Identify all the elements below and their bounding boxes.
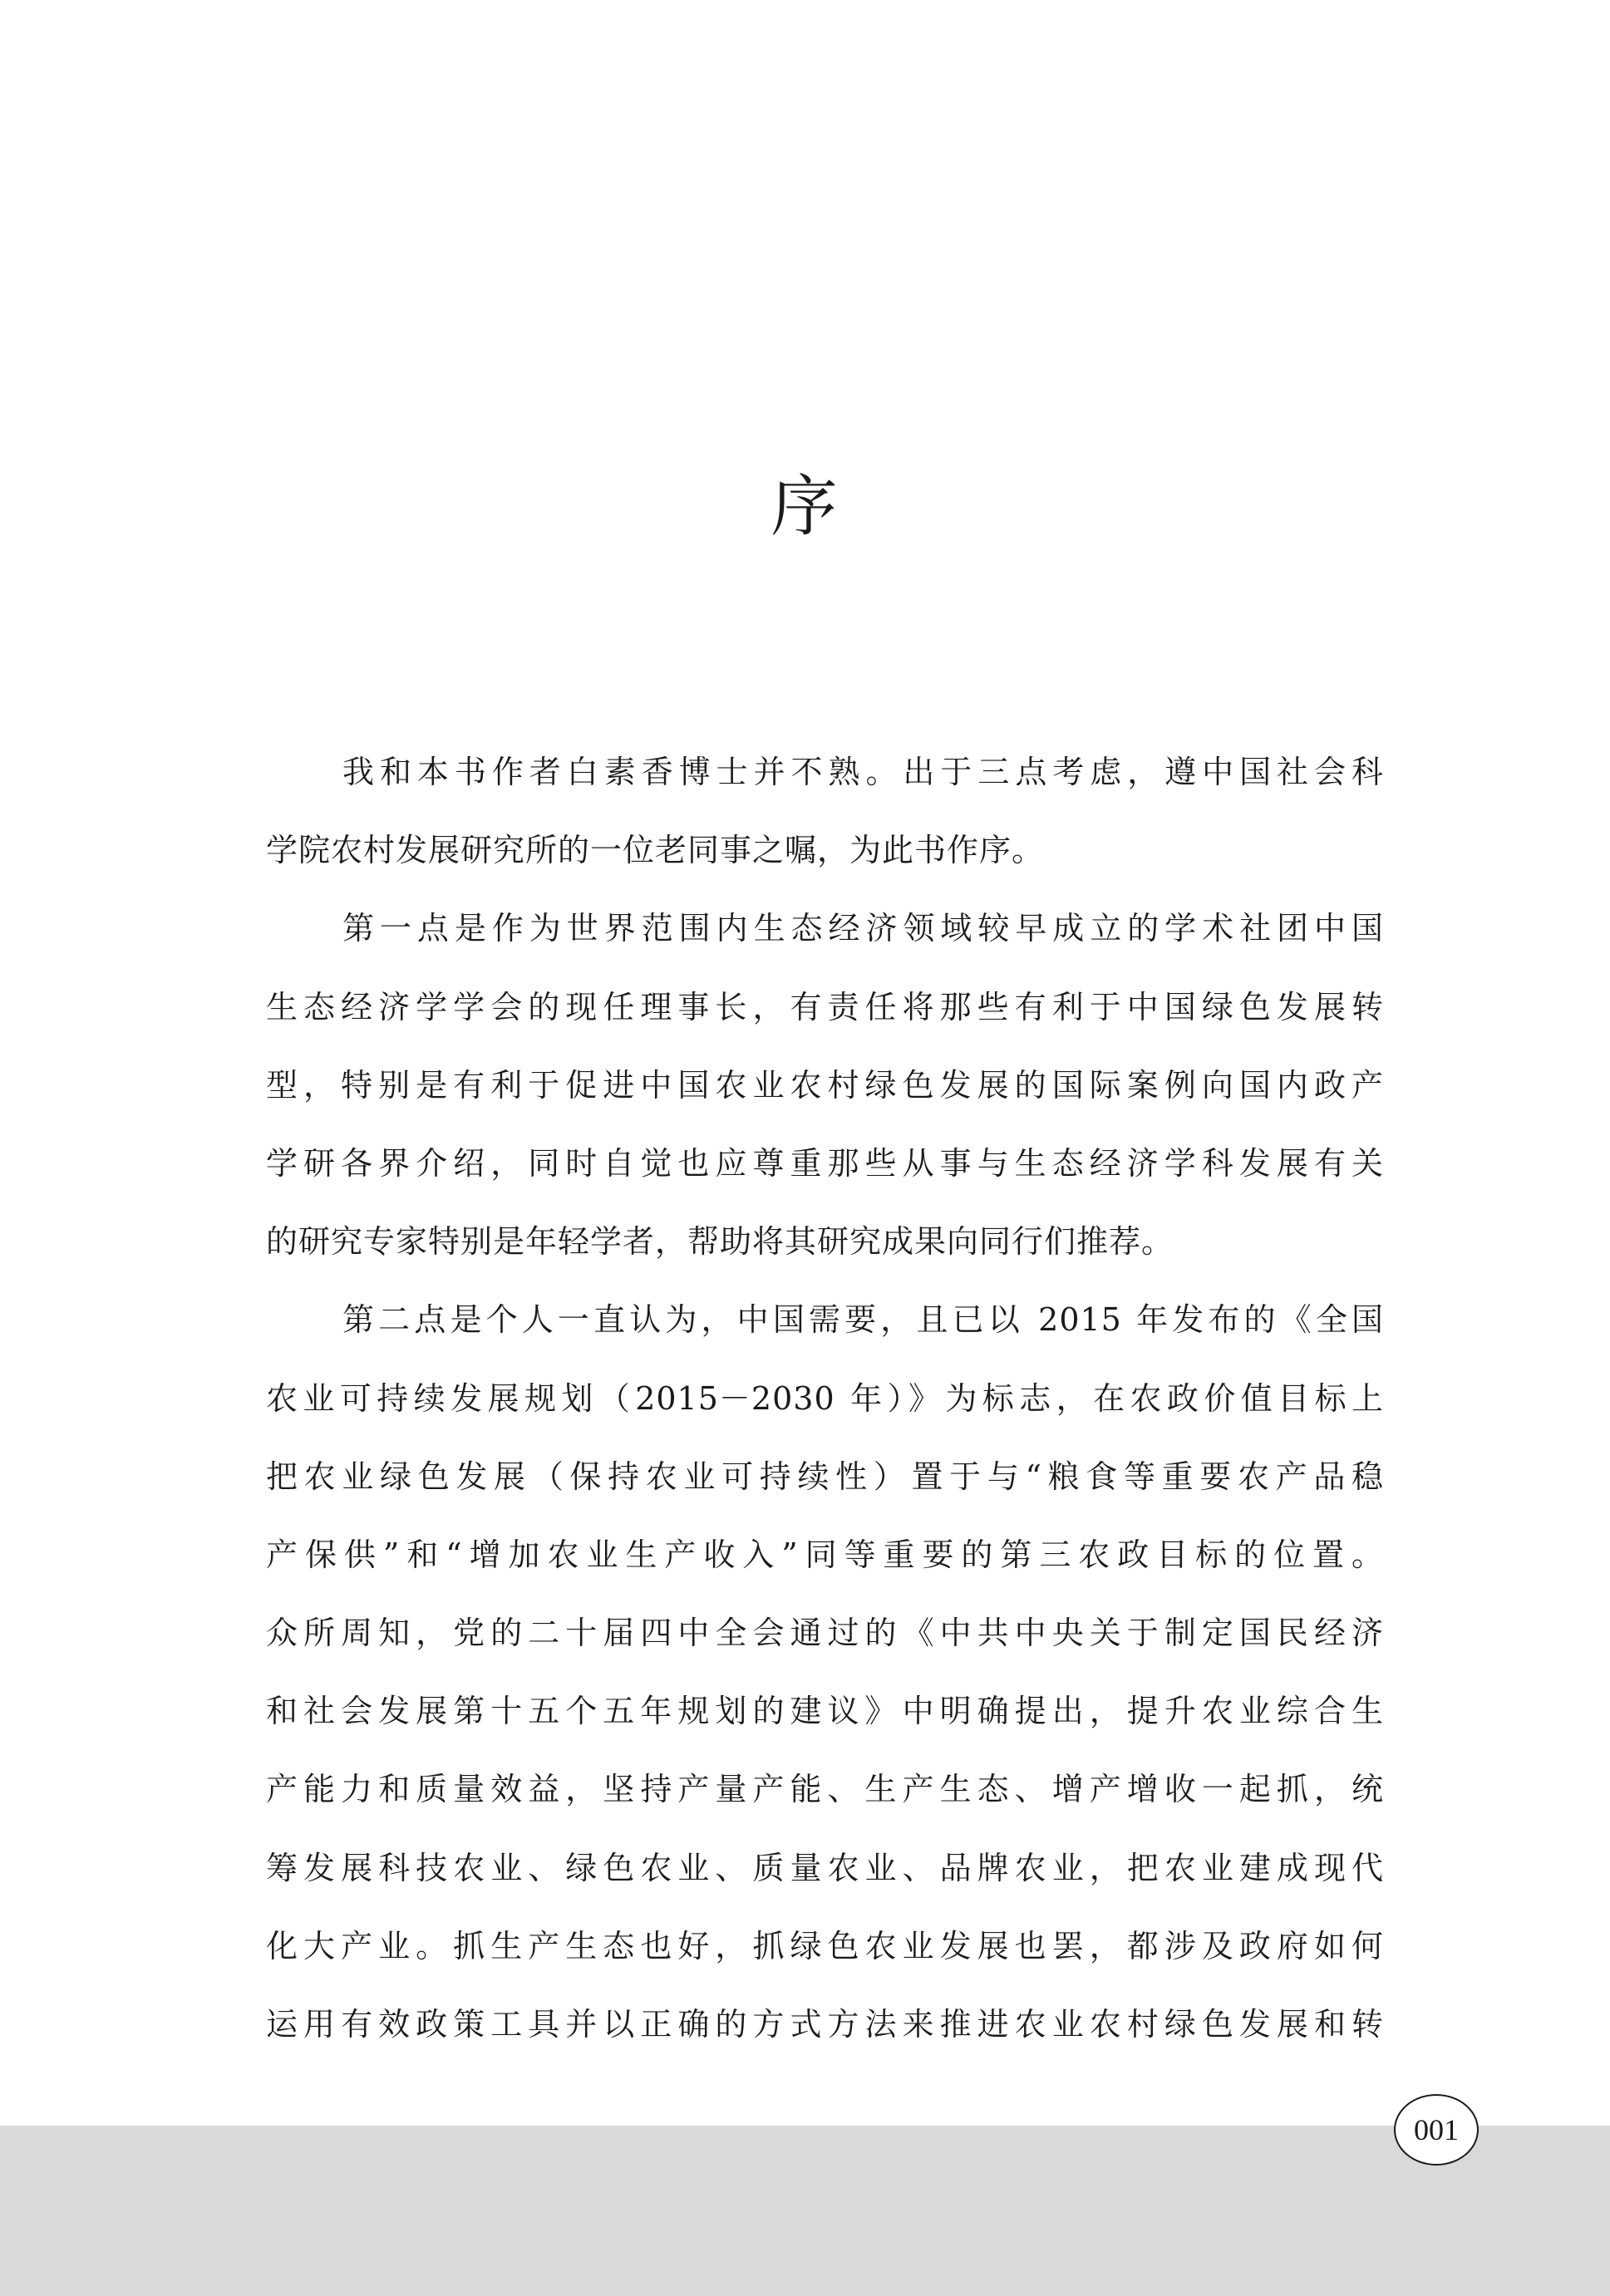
text-line: 第一点是作为世界范围内生态经济领域较早成立的学术社团中国 — [342, 910, 1384, 947]
text-line: 的研究专家特别是年轻学者，帮助将其研究成果向同行们推荐。 — [266, 1223, 1174, 1261]
text-line: 众所周知，党的二十届四中全会通过的《中共中央关于制定国民经济 — [266, 1615, 1384, 1652]
text-line: 学研各界介绍，同时自觉也应尊重那些从事与生态经济学科发展有关 — [266, 1144, 1384, 1182]
text-line: 产能力和质量效益，坚持产量产能、生产生态、增产增收一起抓，统 — [266, 1771, 1384, 1808]
text-line: 农业可持续发展规划（2015－2030 年）》为标志，在农政价值目标上 — [266, 1379, 1384, 1417]
text-line: 运用有效政策工具并以正确的方式方法来推进农业农村绿色发展和转 — [266, 2006, 1384, 2043]
text-line: 和社会发展第十五个五年规划的建议》中明确提出，提升农业综合生 — [266, 1693, 1384, 1730]
footer-band — [0, 2126, 1610, 2296]
text-line: 生态经济学学会的现任理事长，有责任将那些有利于中国绿色发展转 — [266, 988, 1384, 1025]
text-line: 学院农村发展研究所的一位老同事之嘱，为此书作序。 — [266, 832, 1045, 869]
text-line: 第二点是个人一直认为，中国需要，且已以 2015 年发布的《全国 — [342, 1301, 1384, 1339]
text-line: 产保供”和“增加农业生产收入”同等重要的第三农政目标的位置。 — [266, 1536, 1384, 1573]
page-title: 序 — [771, 468, 839, 545]
preface-body — [266, 733, 1384, 2063]
text-line: 筹发展科技农业、绿色农业、质量农业、品牌农业，把农业建成现代 — [266, 1849, 1384, 1886]
text-line: 型，特别是有利于促进中国农业农村绿色发展的国际案例向国内政产 — [266, 1066, 1384, 1104]
text-line: 把农业绿色发展（保持农业可持续性）置于与“粮食等重要农产品稳 — [266, 1458, 1384, 1495]
text-line: 我和本书作者白素香博士并不熟。出于三点考虑，遵中国社会科 — [342, 754, 1384, 790]
page-number: 001 — [1394, 2094, 1479, 2166]
text-line: 化大产业。抓生产生态也好，抓绿色农业发展也罢，都涉及政府如何 — [266, 1927, 1384, 1964]
